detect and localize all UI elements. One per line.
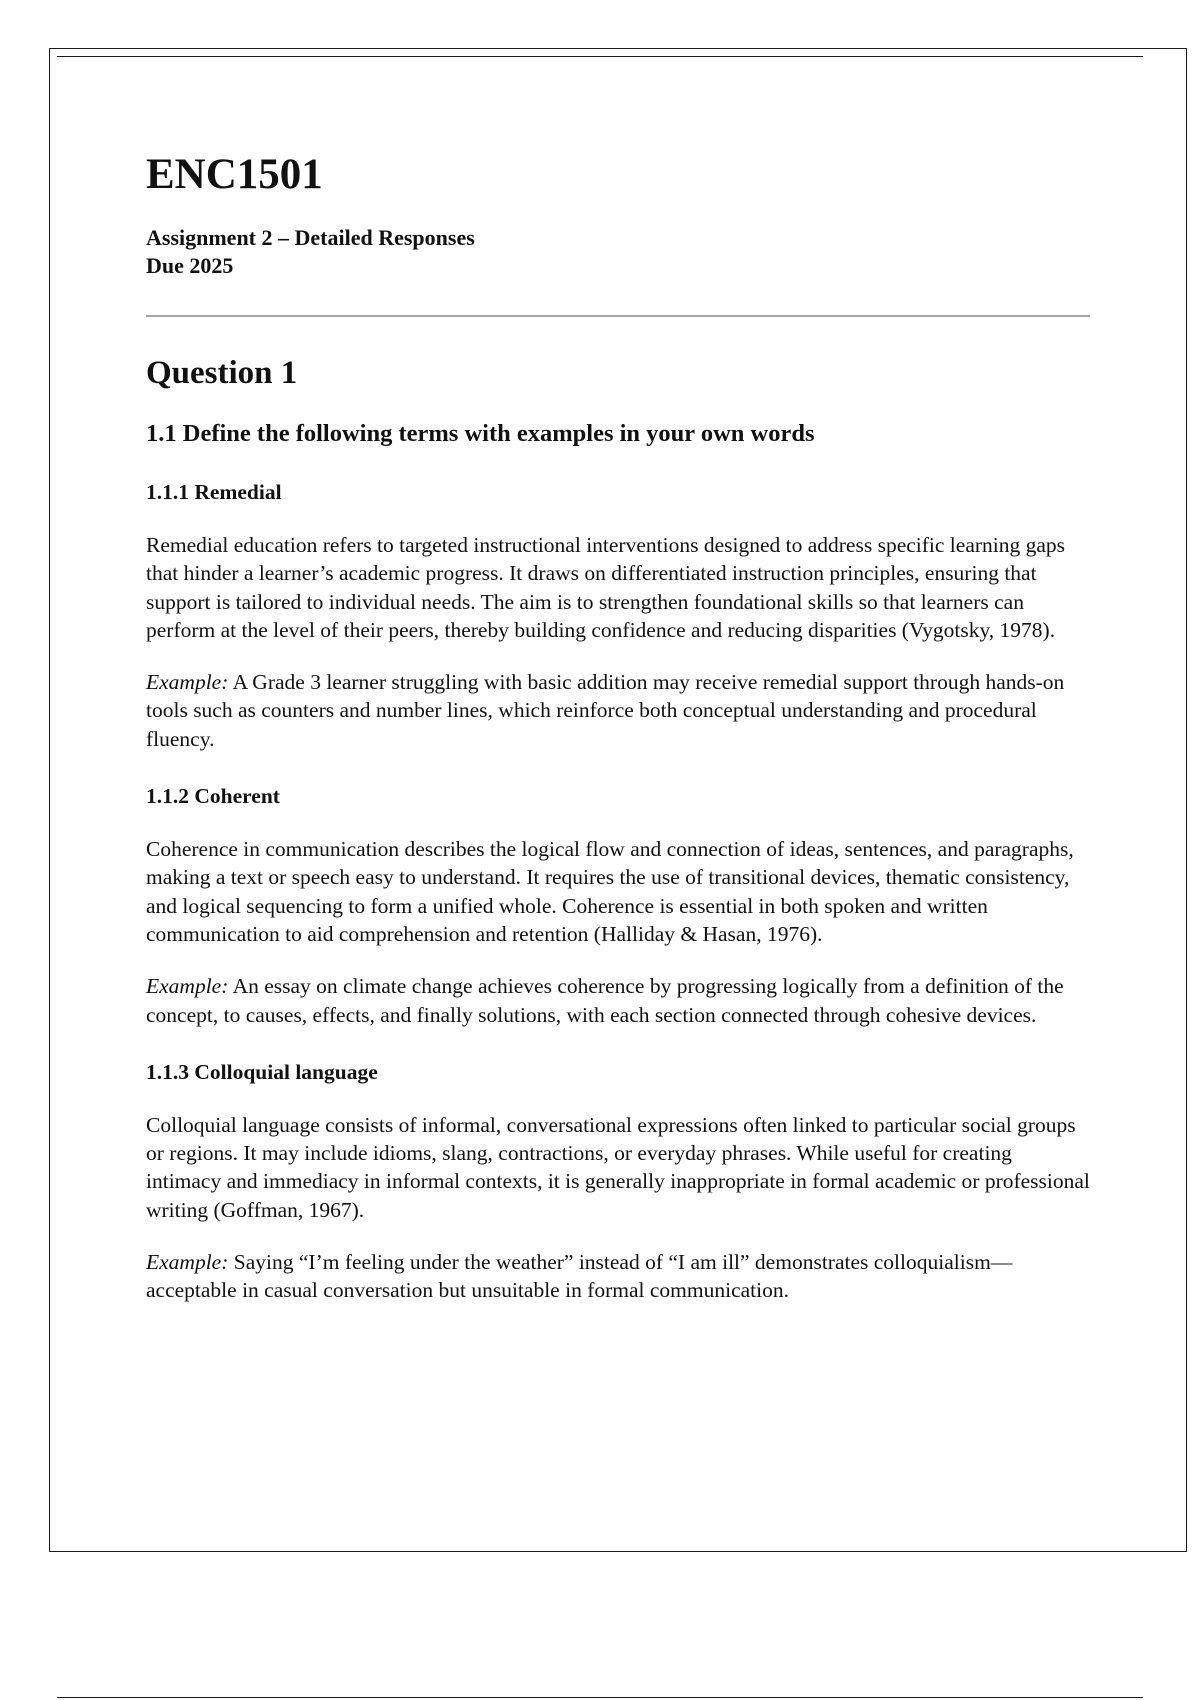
bottom-rule (57, 1697, 1143, 1698)
example-text: A Grade 3 learner struggling with basic addition may receive remedial support through hands-on tools such as counters and number lines, which reinforce both conceptual understanding and procedural fluency. (146, 670, 1065, 751)
example-text: An essay on climate change achieves coherence by progressing logically from a definition of the concept, to causes, effects, and finally solutions, with each section connected through cohesive devices. (146, 974, 1064, 1027)
top-rule (57, 56, 1143, 57)
course-code-title: ENC1501 (146, 151, 323, 198)
term-example-colloquial (146, 1248, 1090, 1305)
due-line: Due 2025 (146, 253, 234, 278)
question-heading: Question 1 (146, 355, 298, 391)
section-heading: 1.1 Define the following terms with examples in your own words (146, 420, 815, 447)
example-text: Saying “I’m feeling under the weather” instead of “I am ill” demonstrates colloquialism—acceptable in casual conversation but unsuitable in formal communication. (146, 1250, 1013, 1303)
term-heading-colloquial: 1.1.3 Colloquial language (146, 1059, 378, 1084)
assignment-info (146, 224, 1090, 280)
document-body (146, 150, 1090, 1305)
term-definition-coherent: Coherence in communication describes the logical flow and connection of ideas, sentences, and paragraphs, making a text or speech easy to understand. It requires the use of transitional devices, thematic consistency, and logical sequencing to form a unified whole. Coherence is essential in both spoken and written communication to aid comprehension and retention (Halliday & Hasan, 1976). (146, 837, 1074, 946)
term-example-coherent (146, 972, 1090, 1029)
term-example-remedial (146, 668, 1090, 753)
example-label: Example: (146, 974, 229, 999)
term-definition-remedial: Remedial education refers to targeted instructional interventions designed to address specific learning gaps that hinder a learner’s academic progress. It draws on differentiated instruction principles, ensuring that support is tailored to individual needs. The aim is to strengthen foundational skills so that learners can perform at the level of their peers, thereby building confidence and reducing disparities (Vygotsky, 1978). (146, 533, 1066, 642)
example-label: Example: (146, 1250, 229, 1275)
term-heading-remedial: 1.1.1 Remedial (146, 480, 282, 504)
term-heading-coherent: 1.1.2 Coherent (146, 784, 280, 809)
assignment-line: Assignment 2 – Detailed Responses (146, 225, 475, 250)
example-label: Example: (146, 670, 229, 695)
term-definition-colloquial: Colloquial language consists of informal, conversational expressions often linked to particular social groups or regions. It may include idioms, slang, contractions, or everyday phrases. While useful for creating intimacy and immediacy in informal contexts, it is generally inappropriate in formal academic or professional writing (Goffman, 1967). (146, 1112, 1090, 1222)
section-divider (146, 315, 1090, 317)
